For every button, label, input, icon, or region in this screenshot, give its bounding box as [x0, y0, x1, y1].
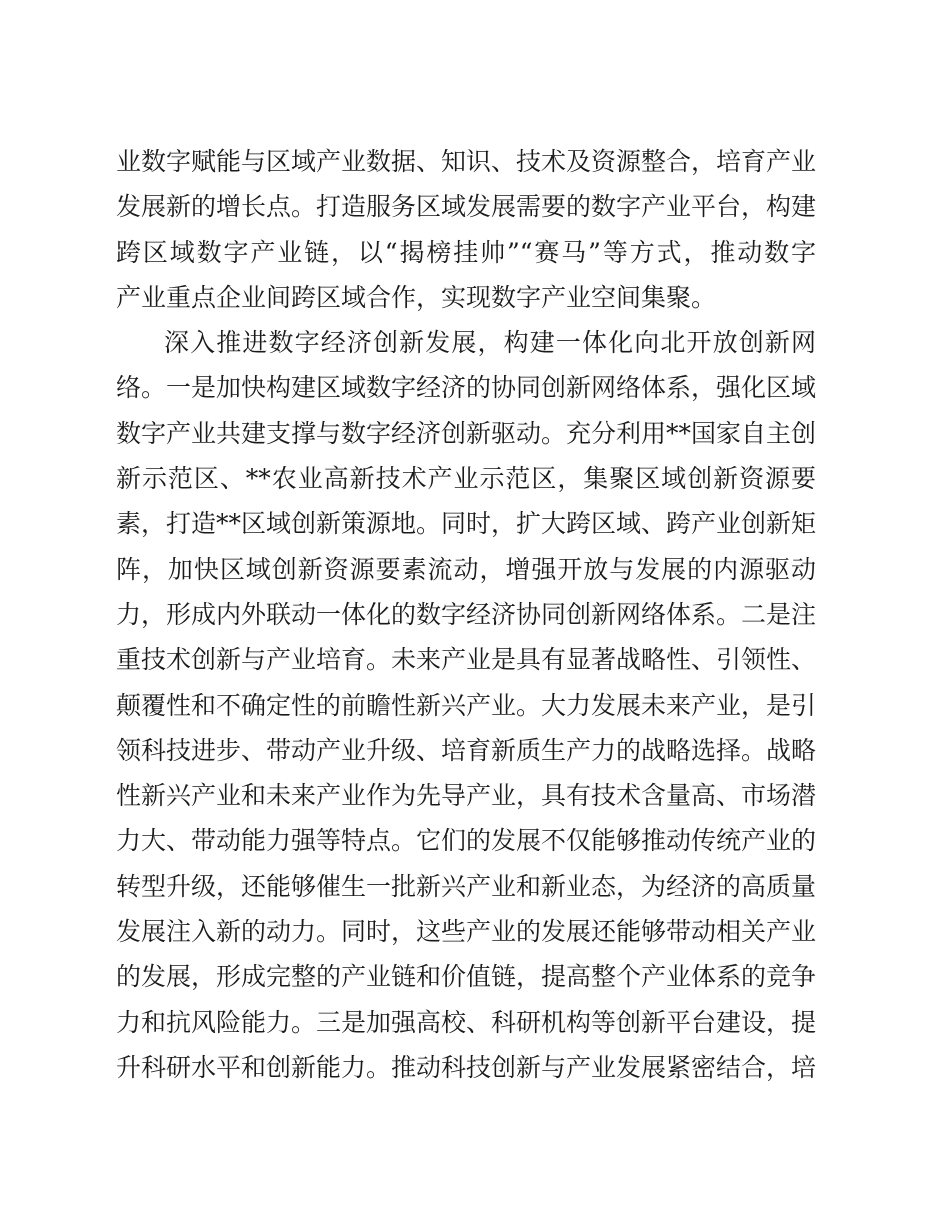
text-line: 素，打造**区域创新策源地。同时，扩大跨区域、跨产业创新矩 — [116, 509, 817, 539]
paragraph-1 — [116, 139, 816, 320]
paragraph-2 — [116, 320, 816, 1090]
text-line: 数字产业共建支撑与数字经济创新驱动。充分利用**国家自主创 — [116, 418, 817, 448]
text-line: 力，形成内外联动一体化的数字经济协同创新网络体系。二是注 — [116, 599, 817, 629]
text-line: 深入推进数字经济创新发展，构建一体化向北开放创新网 — [164, 328, 816, 358]
text-line: 颠覆性和不确定性的前瞻性新兴产业。大力发展未来产业，是引 — [116, 690, 817, 720]
text-line: 新示范区、**农业高新技术产业示范区，集聚区域创新资源要 — [116, 464, 816, 494]
text-line: 发展新的增长点。打造服务区域发展需要的数字产业平台，构建 — [116, 192, 817, 222]
text-line: 性新兴产业和未来产业作为先导产业，具有技术含量高、市场潜 — [116, 781, 817, 811]
text-line: 阵，加快区域创新资源要素流动，增强开放与发展的内源驱动 — [116, 554, 816, 584]
text-line: 领科技进步、带动产业升级、培育新质生产力的战略选择。战略 — [116, 735, 817, 765]
text-line: 转型升级，还能够催生一批新兴产业和新业态，为经济的高质量 — [116, 871, 817, 901]
text-line: 业数字赋能与区域产业数据、知识、技术及资源整合，培育产业 — [116, 147, 817, 176]
text-line: 跨区域数字产业链，以“揭榜挂帅”“赛马”等方式，推动数字 — [116, 237, 816, 267]
text-line: 发展注入新的动力。同时，这些产业的发展还能够带动相关产业 — [116, 917, 817, 947]
text-line: 力和抗风险能力。三是加强高校、科研机构等创新平台建设，提 — [116, 1007, 817, 1037]
text-line: 重技术创新与产业培育。未来产业是具有显著战略性、引领性、 — [116, 645, 817, 675]
body-text — [116, 139, 816, 1090]
text-line: 力大、带动能力强等特点。它们的发展不仅能够推动传统产业的 — [116, 826, 817, 856]
text-line: 络。一是加快构建区域数字经济的协同创新网络体系，强化区域 — [116, 373, 817, 403]
text-line: 升科研水平和创新能力。推动科技创新与产业发展紧密结合，培 — [116, 1052, 817, 1082]
text-line: 的发展，形成完整的产业链和价值链，提高整个产业体系的竞争 — [116, 962, 817, 992]
text-line: 产业重点企业间跨区域合作，实现数字产业空间集聚。 — [116, 282, 717, 312]
